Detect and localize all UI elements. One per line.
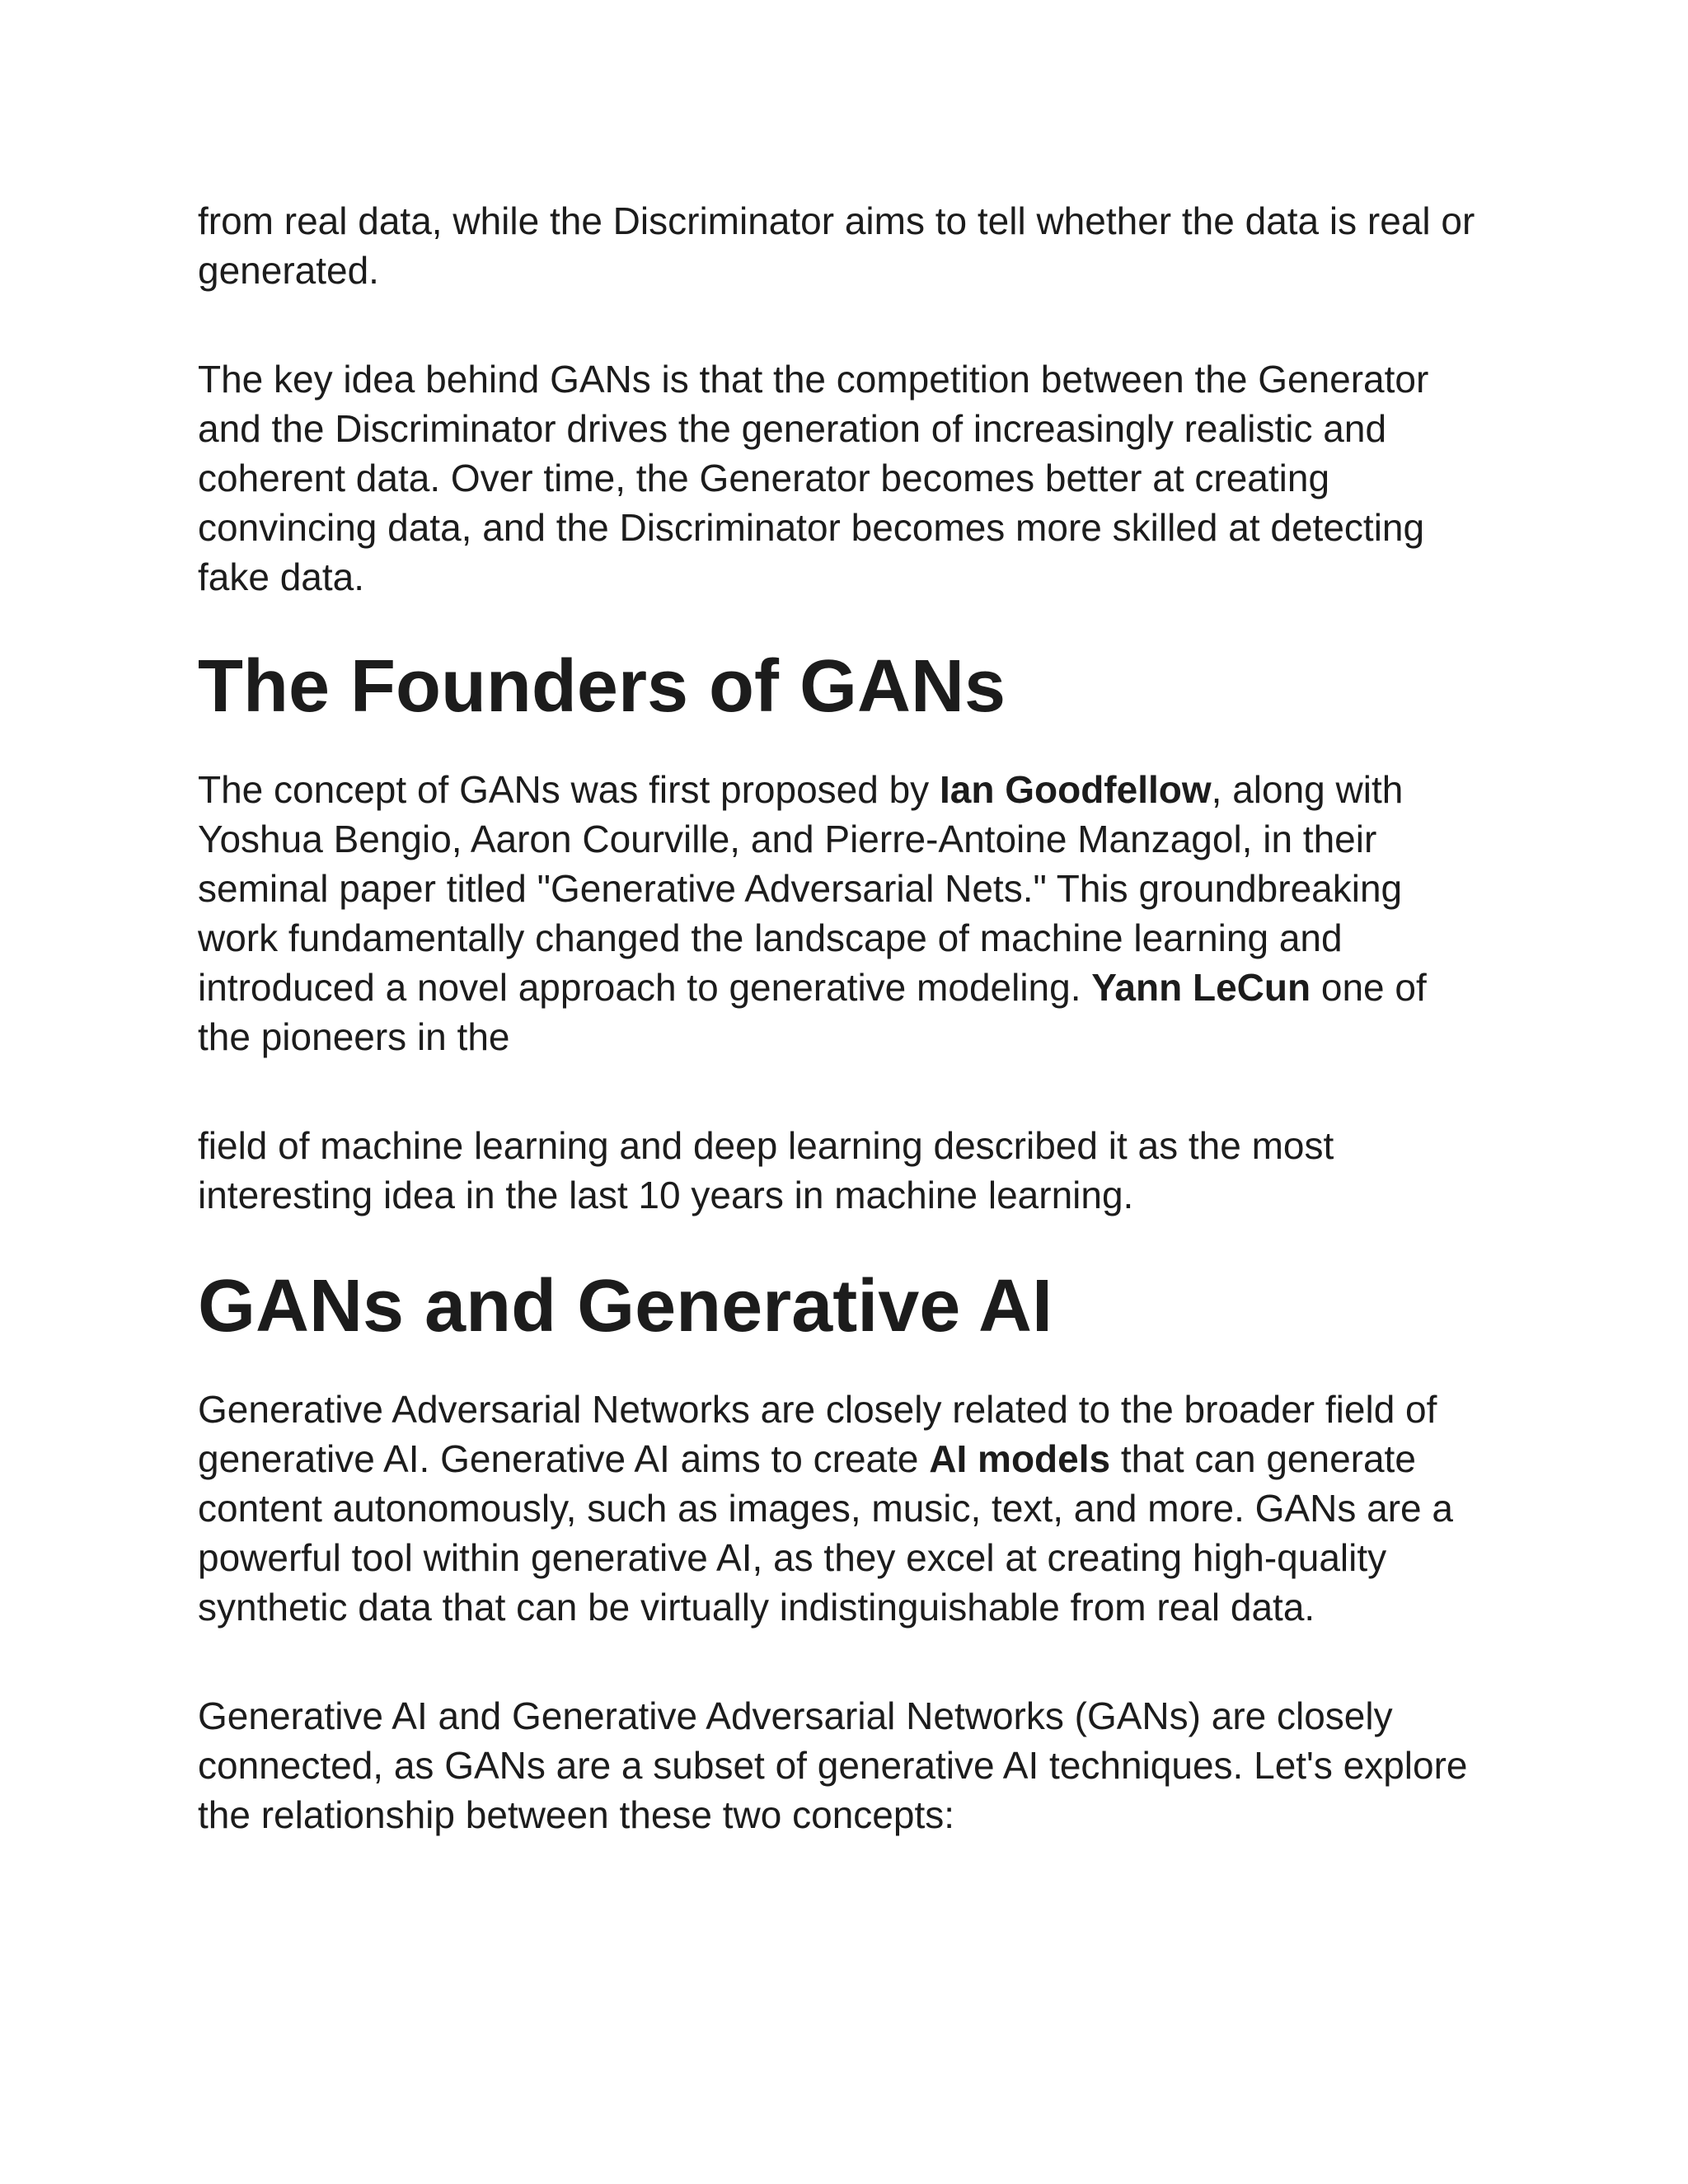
- paragraph-founders-text-c: one of the pioneers in the: [198, 966, 1427, 1058]
- paragraph-relationship: Generative AI and Generative Adversarial Networks (GANs) are closely connected, as GANs are a subset of generative AI techniques. Let's explore the relationship between these two concepts:: [198, 1694, 1468, 1836]
- paragraph-founders-text-a: The concept of GANs was first proposed by: [198, 768, 940, 811]
- paragraph-key-idea: The key idea behind GANs is that the competition between the Generator and the Discriminator drives the generation of increasingly realistic and coherent data. Over time, the Generator becomes better at creating convincing data, and the Discriminator becomes more skilled at detecting fake data.: [198, 358, 1429, 598]
- bold-ian-goodfellow: Ian Goodfellow: [939, 768, 1212, 811]
- paragraph-lecun-quote: field of machine learning and deep learning described it as the most interesting idea in the last 10 years in machine learning.: [198, 1124, 1334, 1216]
- bold-ai-models: AI models: [929, 1437, 1111, 1480]
- paragraph-founders: [198, 765, 1484, 1062]
- paragraph-generative-ai: [198, 1385, 1484, 1632]
- heading-founders-of-gans: The Founders of GANs: [198, 645, 1006, 728]
- bold-yann-lecun: Yann LeCun: [1091, 966, 1311, 1009]
- document-page: [198, 196, 1484, 1840]
- heading-gans-and-generative-ai: GANs and Generative AI: [198, 1265, 1053, 1347]
- paragraph-founders-text-b: , along with Yoshua Bengio, Aaron Courville, and Pierre-Antoine Manzagol, in their seminal paper titled "Generative Adversarial Nets." This groundbreaking work fundamentally changed the landscape of machine learning and introduced a novel approach to generative modeling.: [198, 768, 1404, 1009]
- paragraph-discriminator-intro: from real data, while the Discriminator aims to tell whether the data is real or generated.: [198, 199, 1475, 292]
- paragraph-generative-ai-text-b: that can generate content autonomously, such as images, music, text, and more. GANs are a powerful tool within generative AI, as they excel at creating high-quality synthetic data that can be virtually indistinguishable from real data.: [198, 1437, 1453, 1629]
- paragraph-generative-ai-text-a: Generative Adversarial Networks are closely related to the broader field of generative AI. Generative AI aims to create: [198, 1388, 1437, 1480]
